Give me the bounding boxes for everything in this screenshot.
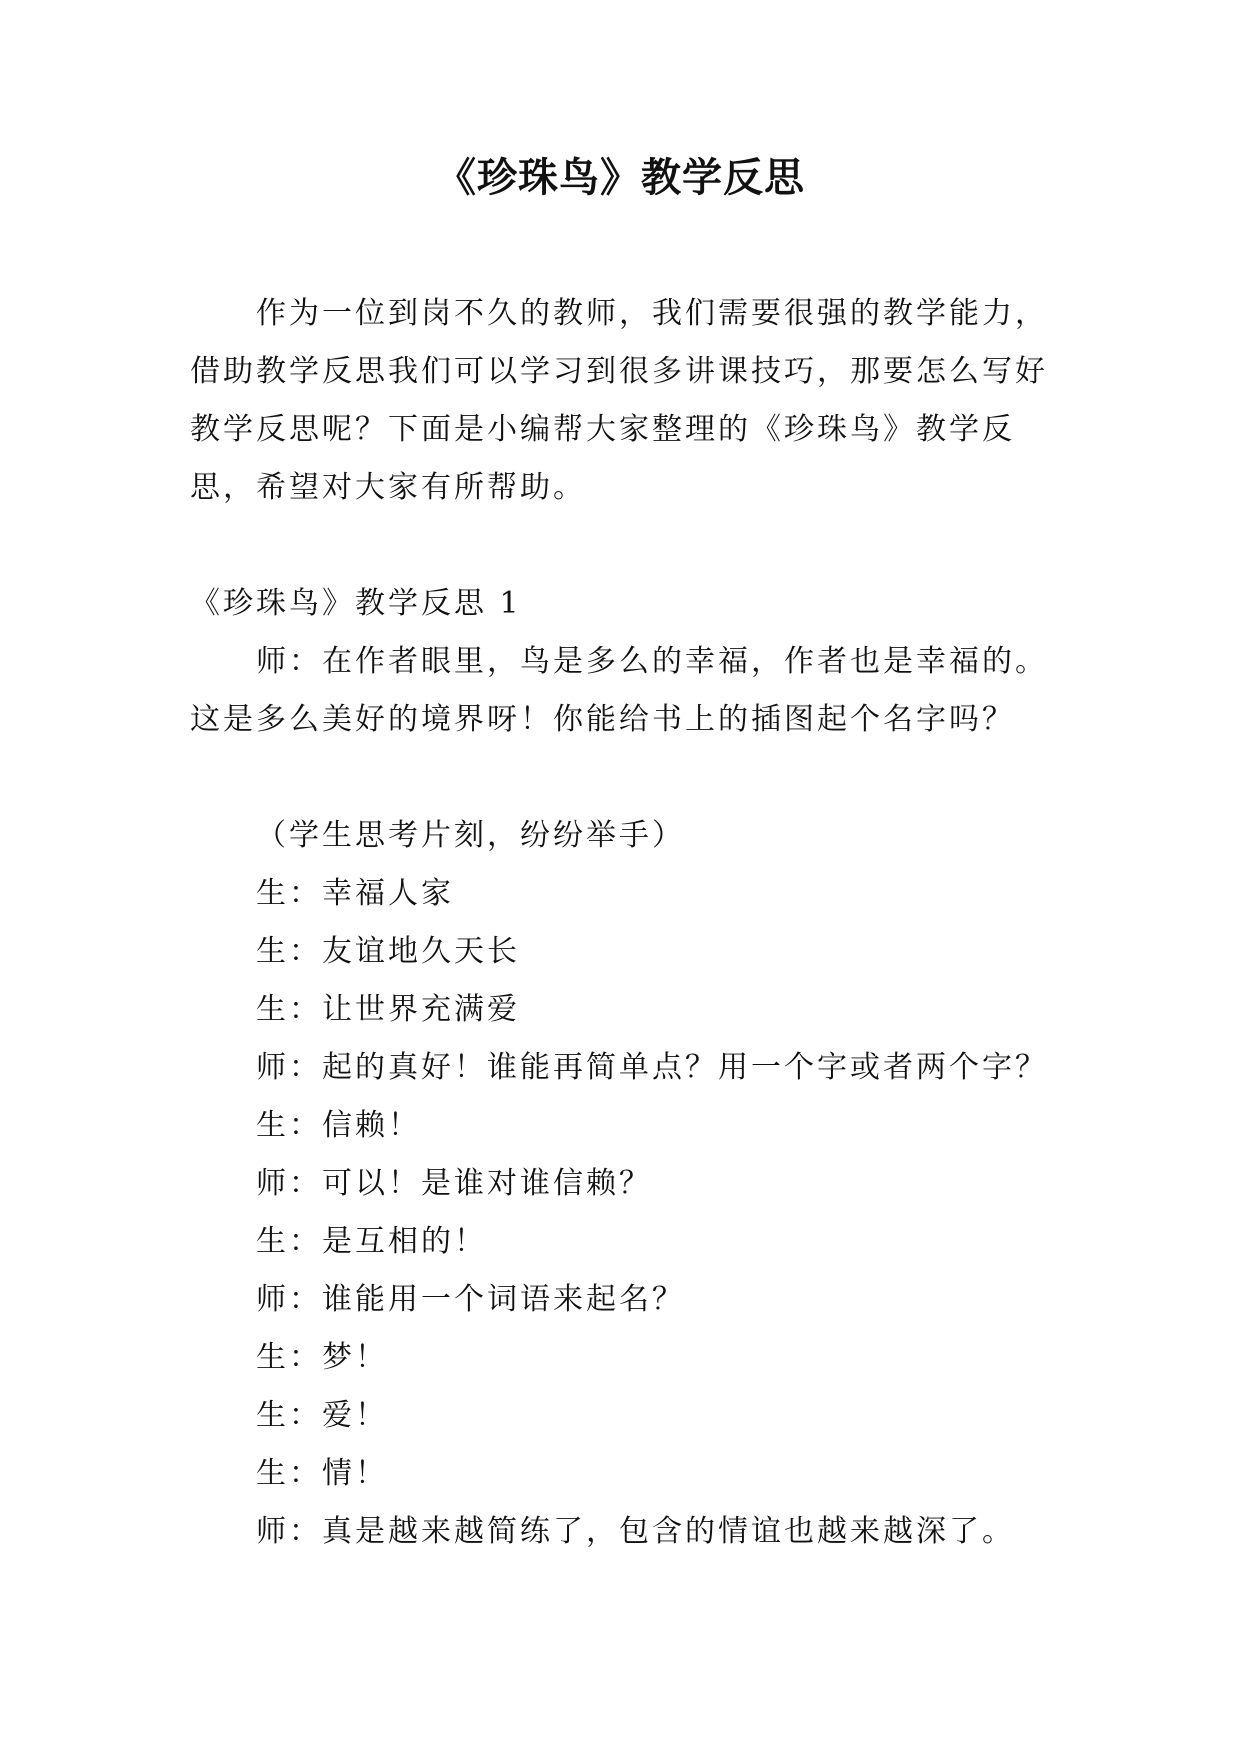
dialog-line: 生：信赖！ [256, 1108, 421, 1143]
dialog-line: 生：梦！ [256, 1340, 388, 1375]
dialog-line: （学生思考片刻，纷纷举手） [256, 818, 685, 853]
dialog-line: 师：谁能用一个词语来起名？ [256, 1282, 685, 1317]
dialog-line: 生：让世界充满爱 [256, 992, 520, 1027]
dialog-line: 师：真是越来越简练了，包含的情谊也越来越深了。 [256, 1514, 1015, 1549]
dialog-line: 生：友谊地久天长 [256, 934, 520, 969]
document-title: 《珍珠鸟》教学反思 [436, 154, 805, 201]
teacher-question-paragraph: 师：在作者眼里，鸟是多么的幸福，作者也是幸福的。这是多么美好的境界呀！你能给书上的插图起个名字吗？ [190, 644, 1048, 737]
dialog-line: 生：幸福人家 [256, 876, 454, 911]
dialog-line: 生：是互相的！ [256, 1224, 487, 1259]
dialog-line: 师：起的真好！谁能再简单点？用一个字或者两个字？ [256, 1050, 1048, 1085]
intro-paragraph: 作为一位到岗不久的教师，我们需要很强的教学能力，借助教学反思我们可以学习到很多讲课技巧，那要怎么写好教学反思呢？下面是小编帮大家整理的《珍珠鸟》教学反思，希望对大家有所帮助。 [190, 296, 1048, 505]
dialog-line: 生：爱！ [256, 1398, 388, 1433]
section-heading: 《珍珠鸟》教学反思 1 [190, 586, 522, 621]
document-body [190, 285, 1070, 1561]
dialog-line: 师：可以！是谁对谁信赖？ [256, 1166, 652, 1201]
dialog-list [190, 807, 1070, 1561]
dialog-line: 生：情！ [256, 1456, 388, 1491]
